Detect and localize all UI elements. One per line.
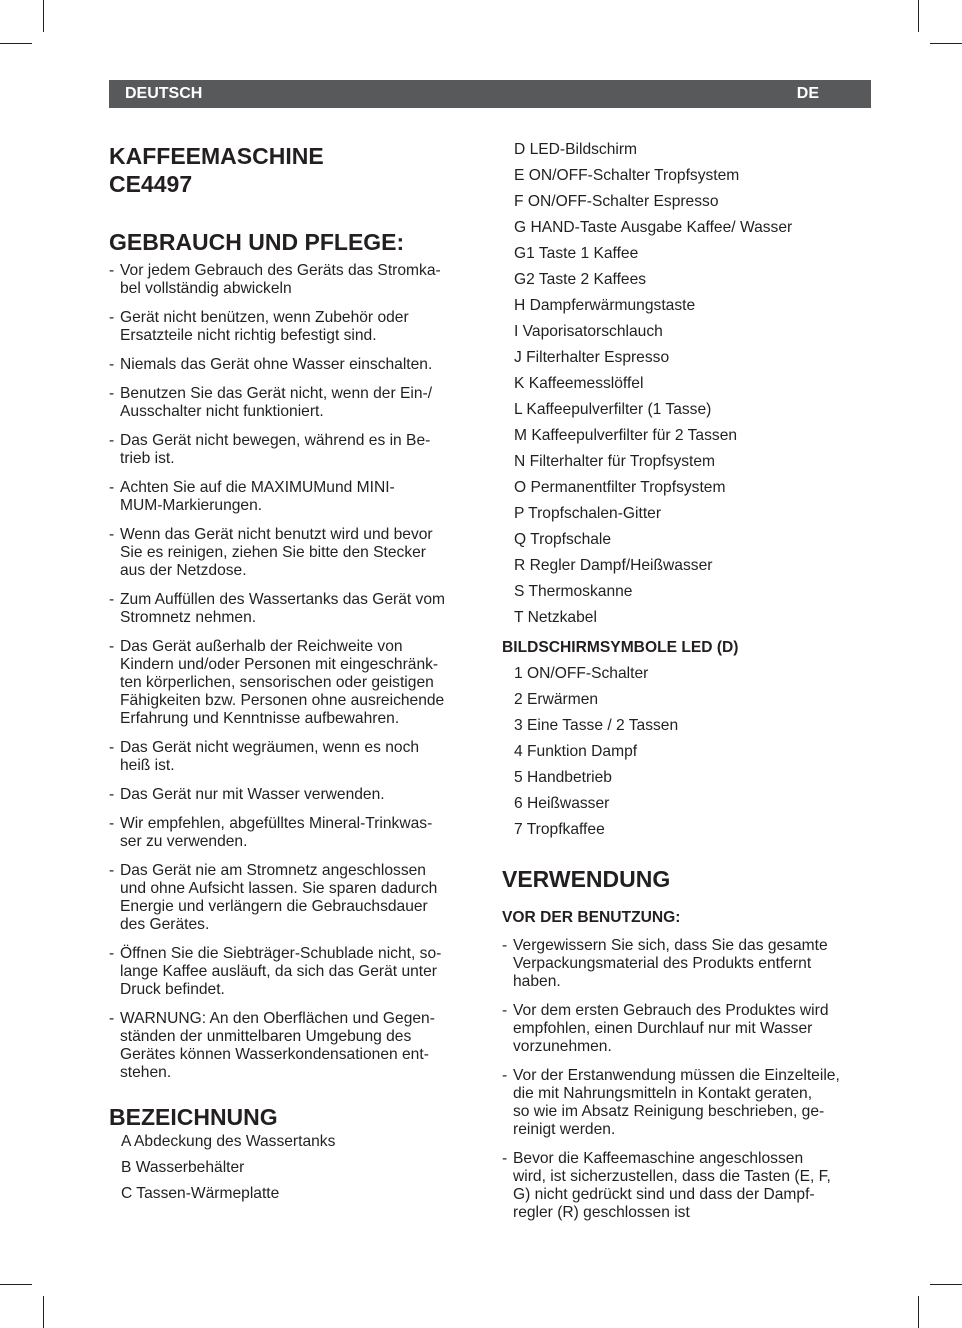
bullet-item: - Benutzen Sie das Gerät nicht, wenn der Ein-/ Ausschalter nicht funktioniert.	[109, 385, 481, 421]
list-item: L Kaffeepulverfilter (1 Tasse)	[514, 401, 712, 418]
bullet-item: - Gerät nicht benützen, wenn Zubehör oder Ersatzteile nicht richtig befestigt sind.	[109, 309, 481, 345]
symbols-heading: BILDSCHIRMSYMBOLE LED (D)	[502, 639, 739, 656]
list-item: J Filterhalter Espresso	[514, 349, 670, 366]
usage-list	[502, 937, 874, 1222]
language-header-bar	[109, 80, 871, 108]
bullet-item: - Öffnen Sie die Siebträger-Schublade nicht, so- lange Kaffee ausläuft, da sich das Gerät unter Druck befindet.	[109, 945, 481, 999]
list-item: I Vaporisatorschlauch	[514, 323, 663, 340]
header-language: DEUTSCH	[125, 85, 203, 102]
left-column	[109, 130, 481, 1211]
bullet-item: - Niemals das Gerät ohne Wasser einschalten.	[109, 356, 481, 374]
parts-heading: BEZEICHNUNG	[109, 1104, 278, 1130]
bullet-item: - Das Gerät nicht bewegen, während es in Be- trieb ist.	[109, 432, 481, 468]
product-title-name: KAFFEEMASCHINE	[109, 143, 324, 169]
crop-mark	[918, 1296, 919, 1328]
product-model: CE4497	[109, 171, 193, 197]
care-list	[109, 262, 481, 1082]
list-item: 4 Funktion Dampf	[514, 743, 638, 760]
crop-mark	[43, 0, 44, 32]
list-item: F ON/OFF-Schalter Espresso	[514, 193, 719, 210]
bullet-item: - Wenn das Gerät nicht benutzt wird und bevor Sie es reinigen, ziehen Sie bitte den Stecker aus der Netzdose.	[109, 526, 481, 580]
crop-mark	[0, 43, 32, 44]
bullet-item: - Das Gerät außerhalb der Reichweite von Kindern und/oder Personen mit eingeschränk- ten körperlichen, sensorischen oder geistigen Fähigkeiten bzw. Personen ohne ausreichende Erfahrung und Kenntnisse aufbewahren.	[109, 638, 481, 728]
bullet-item: - Vor jedem Gebrauch des Geräts das Stromka- bel vollständig abwickeln	[109, 262, 481, 298]
crop-mark	[918, 0, 919, 32]
list-item: D LED-Bildschirm	[514, 141, 638, 158]
list-item: R Regler Dampf/Heißwasser	[514, 557, 713, 574]
header-language-code: DE	[796, 85, 819, 102]
bullet-item: - Zum Auffüllen des Wassertanks das Gerät vom Stromnetz nehmen.	[109, 591, 481, 627]
bullet-item: - WARNUNG: An den Oberflächen und Gegen- ständen der unmittelbaren Umgebung des Gerätes können Wasserkondensationen ent- stehen.	[109, 1010, 481, 1082]
crop-mark	[930, 43, 962, 44]
bullet-item: - Das Gerät nur mit Wasser verwenden.	[109, 786, 481, 804]
list-item: Q Tropfschale	[514, 531, 612, 548]
list-item: T Netzkabel	[514, 609, 597, 626]
crop-mark	[0, 1284, 32, 1285]
bullet-item: - Wir empfehlen, abgefülltes Mineral-Trinkwas- ser zu verwenden.	[109, 815, 481, 851]
list-item: G1 Taste 1 Kaffee	[514, 245, 639, 262]
list-item: 6 Heißwasser	[514, 795, 610, 812]
list-item: E ON/OFF-Schalter Tropfsystem	[514, 167, 740, 184]
usage-subheading: VOR DER BENUTZUNG:	[502, 909, 681, 926]
product-title	[109, 142, 481, 198]
list-item: 5 Handbetrieb	[514, 769, 612, 786]
crop-mark	[930, 1284, 962, 1285]
list-item: 7 Tropfkaffee	[514, 821, 605, 838]
list-item: 2 Erwärmen	[514, 691, 599, 708]
right-column	[502, 130, 874, 1233]
bullet-item: - Vor der Erstanwendung müssen die Einzelteile, die mit Nahrungsmitteln in Kontakt geraten, so wie im Absatz Reinigung beschrieben, ge- reinigt werden.	[502, 1067, 874, 1139]
parts-list-left	[109, 1133, 481, 1203]
list-item: S Thermoskanne	[514, 583, 633, 600]
crop-mark	[43, 1296, 44, 1328]
list-item: H Dampferwärmungstaste	[514, 297, 696, 314]
care-heading: GEBRAUCH UND PFLEGE:	[109, 229, 405, 255]
bullet-item: - Vergewissern Sie sich, dass Sie das gesamte Verpackungsmaterial des Produkts entfernt haben.	[502, 937, 874, 991]
list-item: N Filterhalter für Tropfsystem	[514, 453, 716, 470]
list-item: 1 ON/OFF-Schalter	[514, 665, 649, 682]
list-item: M Kaffeepulverfilter für 2 Tassen	[514, 427, 738, 444]
list-item: G HAND-Taste Ausgabe Kaffee/ Wasser	[514, 219, 793, 236]
parts-list-right	[502, 141, 874, 627]
symbols-list	[502, 665, 874, 839]
list-item: G2 Taste 2 Kaffees	[514, 271, 647, 288]
list-item: O Permanentfilter Tropfsystem	[514, 479, 726, 496]
list-item: P Tropfschalen-Gitter	[514, 505, 662, 522]
list-item: C Tassen-Wärmeplatte	[121, 1185, 280, 1202]
bullet-item: - Das Gerät nicht wegräumen, wenn es noch heiß ist.	[109, 739, 481, 775]
list-item: A Abdeckung des Wassertanks	[121, 1133, 336, 1150]
bullet-item: - Vor dem ersten Gebrauch des Produktes wird empfohlen, einen Durchlauf nur mit Wasser vorzunehmen.	[502, 1002, 874, 1056]
usage-heading: VERWENDUNG	[502, 866, 671, 892]
bullet-item: - Das Gerät nie am Stromnetz angeschlossen und ohne Aufsicht lassen. Sie sparen dadurch Energie und verlängern die Gebrauchsdauer des Gerätes.	[109, 862, 481, 934]
list-item: 3 Eine Tasse / 2 Tassen	[514, 717, 679, 734]
bullet-item: - Achten Sie auf die MAXIMUMund MINI- MUM-Markierungen.	[109, 479, 481, 515]
bullet-item: - Bevor die Kaffeemaschine angeschlossen wird, ist sicherzustellen, dass die Tasten (E, F, G) nicht gedrückt sind und dass der Dampf- regler (R) geschlossen ist	[502, 1150, 874, 1222]
list-item: K Kaffeemesslöffel	[514, 375, 644, 392]
list-item: B Wasserbehälter	[121, 1159, 245, 1176]
